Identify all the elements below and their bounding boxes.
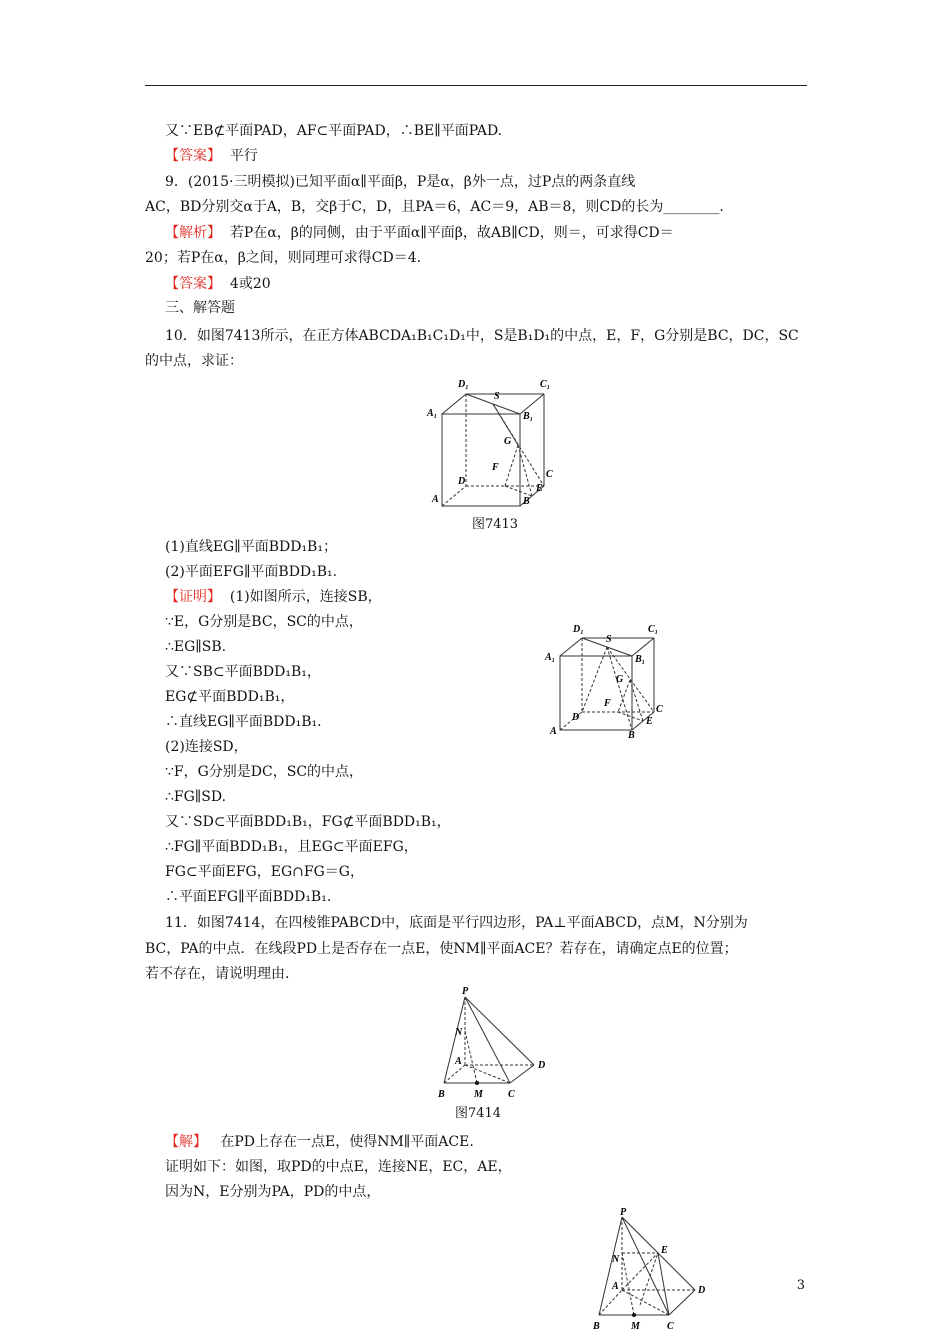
label-c: C bbox=[508, 1089, 515, 1100]
edge-pc bbox=[622, 1217, 669, 1315]
q10-part-2: (2)平面EFG∥平面BDD₁B₁. bbox=[165, 564, 338, 580]
label-p: P bbox=[462, 986, 469, 997]
q11-line-b: BC，PA的中点．在线段PD上是否存在一点E，使NM∥平面ACE？若存在，请确定点E的位置； bbox=[145, 941, 738, 957]
page-number: 3 bbox=[796, 1278, 805, 1293]
label-e: E bbox=[646, 716, 653, 727]
analysis bbox=[165, 223, 674, 243]
q11-line-c: 若不存在，请说明理由. bbox=[145, 966, 290, 982]
proof-line: 又∵SD⊂平面BDD₁B₁，FG⊄平面BDD₁B₁， bbox=[165, 814, 451, 830]
label-m: M bbox=[474, 1089, 483, 1100]
label-d1: D₁ bbox=[573, 624, 584, 635]
analysis-tag: 【解析】 bbox=[165, 225, 221, 241]
label-d: D bbox=[458, 476, 466, 487]
proof-line: EG⊄平面BDD₁B₁， bbox=[165, 689, 295, 705]
q10-line-b: 的中点，求证： bbox=[145, 353, 243, 369]
answer-text: 平行 bbox=[229, 148, 258, 164]
cube-figure-2 bbox=[540, 620, 680, 745]
segment-sc bbox=[607, 647, 654, 712]
label-c: C bbox=[667, 1321, 674, 1332]
solution-tag: 【解】 bbox=[165, 1134, 207, 1150]
edge-pc bbox=[465, 997, 510, 1083]
solution-text: 在PD上存在一点E，使得NM∥平面ACE. bbox=[220, 1134, 474, 1150]
label-e: E bbox=[661, 1245, 668, 1256]
proof-line: ∴平面EFG∥平面BDD₁B₁. bbox=[165, 889, 332, 905]
answer-1 bbox=[165, 146, 258, 166]
edge-a1d1 bbox=[442, 394, 466, 414]
answer-2 bbox=[165, 274, 271, 294]
analysis-cont: 20；若P在α，β之间，则同理可求得CD＝4. bbox=[145, 250, 422, 266]
fig-caption-7414: 图7414 bbox=[454, 1106, 502, 1121]
solution-line: 证明如下：如图，取PD的中点E，连接NE，EC，AE， bbox=[165, 1159, 512, 1175]
label-d: D bbox=[538, 1060, 546, 1071]
label-e: E bbox=[536, 483, 543, 494]
proof-text: (1)如图所示，连接SB， bbox=[229, 589, 382, 605]
q9-line-a: 9．(2015·三明模拟)已知平面α∥平面β，P是α，β外一点，过P点的两条直线 bbox=[165, 174, 636, 190]
analysis-text: 若P在α，β的同侧，由于平面α∥平面β，故AB∥CD，则＝，可求得CD＝ bbox=[229, 225, 674, 241]
answer-tag: 【答案】 bbox=[165, 276, 221, 292]
solution-line: 因为N，E分别为PA，PD的中点， bbox=[165, 1184, 381, 1200]
segment-gf bbox=[505, 445, 518, 486]
segment-ae bbox=[622, 1253, 658, 1290]
q10-part-1: (1)直线EG∥平面BDD₁B₁； bbox=[165, 539, 337, 555]
proof-line: ∵E，G分别是BC，SC的中点， bbox=[165, 614, 363, 630]
label-g: G bbox=[504, 436, 512, 447]
label-d: D bbox=[572, 712, 580, 723]
proof-start bbox=[165, 587, 382, 607]
pyramid-figure-1 bbox=[430, 985, 560, 1103]
label-c1: C₁ bbox=[648, 624, 659, 635]
cube-front-face bbox=[560, 656, 632, 730]
label-b1: B₁ bbox=[523, 411, 534, 422]
segment-nm bbox=[465, 1031, 477, 1083]
proof-line: FG⊂平面EFG，EG∩FG＝G， bbox=[165, 864, 364, 880]
answer-text: 4或20 bbox=[229, 276, 271, 292]
label-a: A bbox=[550, 726, 557, 737]
proof-line: 又∵SB⊂平面BDD₁B₁， bbox=[165, 664, 321, 680]
label-f: F bbox=[492, 462, 499, 473]
label-a: A bbox=[455, 1056, 462, 1067]
diag-ac bbox=[622, 1290, 669, 1315]
label-b1: B₁ bbox=[635, 654, 646, 665]
segment-fe bbox=[505, 486, 532, 496]
proof-line: ∴EG∥SB. bbox=[165, 639, 227, 655]
label-f: F bbox=[604, 698, 611, 709]
label-a1: A₁ bbox=[545, 652, 556, 663]
section-3: 三、解答题 bbox=[165, 300, 235, 316]
pyramid-figure-2 bbox=[585, 1205, 715, 1333]
edge-ad bbox=[442, 486, 466, 506]
proof-line: ∵F，G分别是DC，SC的中点， bbox=[165, 764, 364, 780]
label-a1: A₁ bbox=[427, 408, 438, 419]
point-m bbox=[475, 1081, 479, 1085]
segment-nm bbox=[622, 1253, 634, 1315]
cube-front-face bbox=[442, 414, 520, 506]
proof-line: ∴FG∥SD. bbox=[165, 789, 227, 805]
label-b: B bbox=[523, 496, 530, 507]
solution-start bbox=[165, 1132, 474, 1152]
diag-ac bbox=[465, 1065, 510, 1083]
label-s: S bbox=[606, 634, 612, 645]
proof-line: (2)连接SD， bbox=[165, 739, 248, 755]
label-g: G bbox=[616, 674, 624, 685]
edge-pb bbox=[599, 1217, 622, 1315]
line-l1: 又∵EB⊄平面PAD，AF⊂平面PAD，∴BE∥平面PAD. bbox=[165, 123, 503, 139]
label-n: N bbox=[612, 1254, 620, 1265]
answer-tag: 【答案】 bbox=[165, 148, 221, 164]
fig-caption-7413: 图7413 bbox=[471, 517, 519, 532]
label-b: B bbox=[593, 1321, 600, 1332]
edge-pd bbox=[465, 997, 534, 1065]
edge-pb bbox=[444, 997, 465, 1083]
q10-line-a: 10．如图7413所示，在正方体ABCDA₁B₁C₁D₁中，S是B₁D₁的中点，E，F，G分别是BC，DC，SC bbox=[165, 328, 799, 344]
header-rule bbox=[145, 85, 807, 86]
label-a: A bbox=[432, 494, 439, 505]
edge-a1d1 bbox=[560, 638, 582, 656]
proof-tag: 【证明】 bbox=[165, 589, 221, 605]
point-m bbox=[632, 1313, 636, 1317]
label-c: C bbox=[656, 704, 663, 715]
q9-line-b: AC，BD分别交α于A，B，交β于C，D，且PA＝6，AC＝9，AB＝8，则CD的长为________. bbox=[145, 199, 724, 215]
proof-line: ∴FG∥平面BDD₁B₁，且EG⊂平面EFG， bbox=[165, 839, 418, 855]
edge-ba bbox=[444, 1065, 465, 1083]
proof-line: ∴直线EG∥平面BDD₁B₁. bbox=[165, 714, 322, 730]
label-b: B bbox=[438, 1089, 445, 1100]
label-c1: C₁ bbox=[540, 379, 551, 390]
label-d1: D₁ bbox=[458, 379, 469, 390]
segment-fe bbox=[618, 712, 643, 721]
label-p: P bbox=[620, 1207, 627, 1218]
cube-figure-1 bbox=[420, 374, 570, 514]
label-m: M bbox=[631, 1321, 640, 1332]
label-s: S bbox=[494, 391, 500, 402]
edge-cd bbox=[669, 1290, 695, 1315]
segment-sb bbox=[607, 647, 632, 730]
edge-cd bbox=[510, 1065, 534, 1083]
label-n: N bbox=[455, 1027, 463, 1038]
label-d: D bbox=[698, 1285, 706, 1296]
label-c: C bbox=[546, 469, 553, 480]
edge-ba bbox=[599, 1290, 622, 1315]
label-a: A bbox=[612, 1281, 619, 1292]
label-b: B bbox=[628, 730, 635, 741]
q11-line-a: 11．如图7414，在四棱锥PABCD中，底面是平行四边形，PA⊥平面ABCD，点M，N分别为 bbox=[165, 915, 748, 931]
